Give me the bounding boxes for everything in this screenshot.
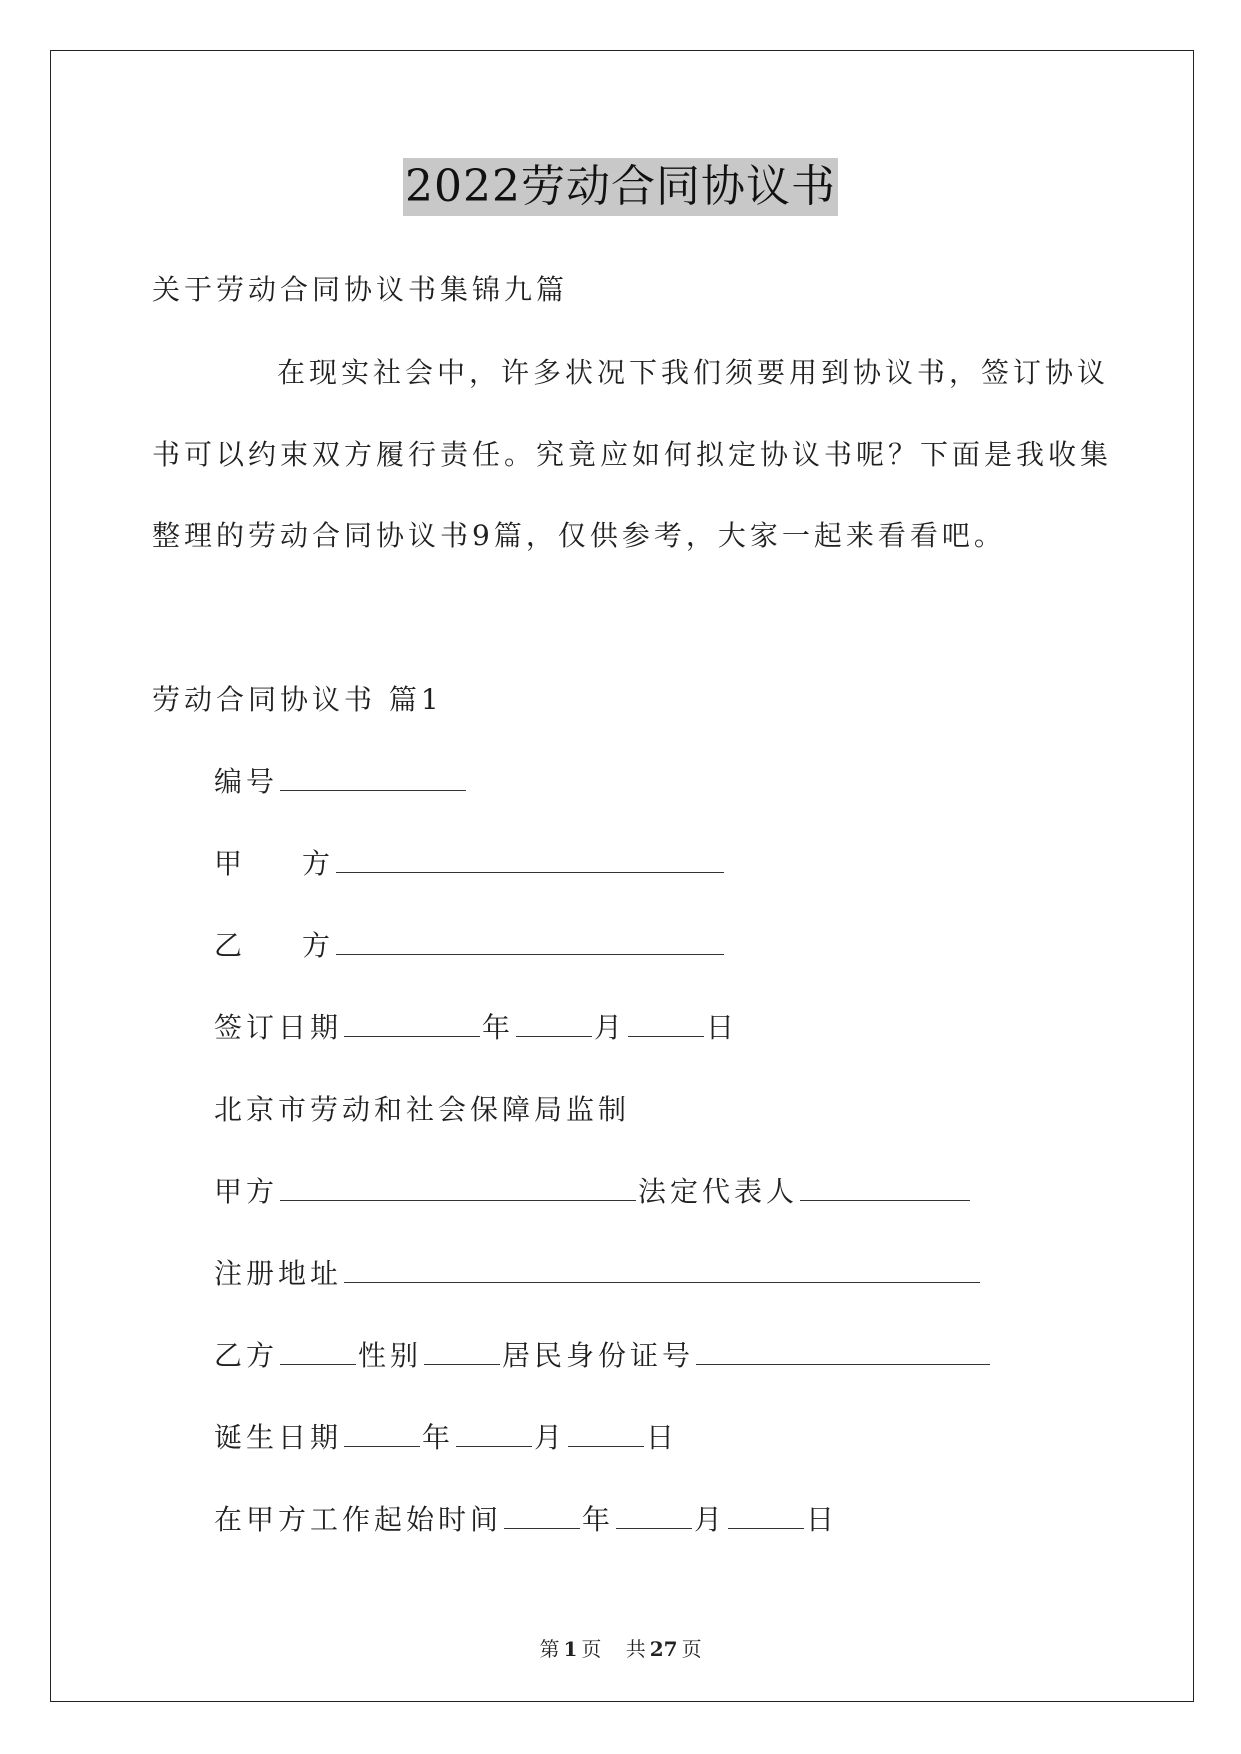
footer-total-suffix: 页	[681, 1637, 702, 1661]
page-footer	[0, 1637, 1241, 1661]
document-subtitle: 关于劳动合同协议书集锦九篇	[152, 273, 569, 306]
party-b-blank[interactable]	[336, 928, 724, 955]
work-start-field	[214, 1502, 838, 1538]
reg-address-field	[214, 1256, 982, 1292]
gender-label: 性别	[358, 1339, 423, 1372]
gender-blank[interactable]	[424, 1338, 500, 1365]
legal-rep-label: 法定代表人	[638, 1175, 799, 1208]
party-a-name-blank[interactable]	[280, 1174, 636, 1201]
party-b-field	[214, 928, 726, 964]
work-month-label: 月	[694, 1503, 727, 1536]
supervisor-text: 北京市劳动和社会保障局监制	[214, 1093, 631, 1126]
title-wrap	[0, 158, 1241, 216]
party-b-info-field	[214, 1338, 992, 1374]
birth-month-blank[interactable]	[456, 1420, 532, 1447]
birth-year-blank[interactable]	[344, 1420, 420, 1447]
party-b-short-label: 乙方	[214, 1339, 279, 1372]
work-year-blank[interactable]	[504, 1502, 580, 1529]
party-a-blank[interactable]	[336, 846, 724, 873]
party-a-field	[214, 846, 726, 882]
party-b-name-blank[interactable]	[280, 1338, 356, 1365]
footer-page-prefix: 第	[539, 1637, 560, 1661]
footer-page-num: 1	[563, 1637, 578, 1661]
party-a-label-1: 甲	[214, 847, 247, 880]
birth-day-label: 日	[646, 1421, 679, 1454]
number-label: 编号	[214, 765, 279, 798]
sign-year-blank[interactable]	[344, 1010, 480, 1037]
birth-year-label: 年	[422, 1421, 455, 1454]
party-a-rep-field	[214, 1174, 972, 1210]
number-blank[interactable]	[280, 764, 466, 791]
reg-address-label: 注册地址	[214, 1257, 343, 1290]
sign-year-label: 年	[482, 1011, 515, 1044]
work-day-label: 日	[806, 1503, 839, 1536]
number-field	[214, 764, 468, 800]
party-a-short-label: 甲方	[214, 1175, 279, 1208]
work-start-label: 在甲方工作起始时间	[214, 1503, 503, 1536]
id-number-blank[interactable]	[696, 1338, 990, 1365]
intro-line-1: 在现实社会中，许多状况下我们须要用到协议书，签订协议	[277, 356, 1110, 389]
reg-address-blank[interactable]	[344, 1256, 980, 1283]
section-heading: 劳动合同协议书 篇1	[152, 683, 443, 716]
party-b-label-2: 方	[302, 929, 335, 962]
intro-line-3: 整理的劳动合同协议书9篇，仅供参考，大家一起来看看吧。	[152, 519, 1006, 552]
footer-total-prefix: 共	[625, 1637, 646, 1661]
legal-rep-blank[interactable]	[800, 1174, 970, 1201]
footer-total-num: 27	[649, 1637, 678, 1661]
document-title: 2022劳动合同协议书	[403, 158, 838, 216]
footer-page-suffix: 页	[581, 1637, 602, 1661]
sign-date-label: 签订日期	[214, 1011, 343, 1044]
birth-month-label: 月	[534, 1421, 567, 1454]
sign-month-label: 月	[594, 1011, 627, 1044]
party-a-label-2: 方	[302, 847, 335, 880]
intro-line-2: 书可以约束双方履行责任。究竟应如何拟定协议书呢？下面是我收集	[152, 438, 1113, 471]
birth-day-blank[interactable]	[568, 1420, 644, 1447]
sign-day-label: 日	[706, 1011, 739, 1044]
sign-month-blank[interactable]	[516, 1010, 592, 1037]
sign-date-field	[214, 1010, 738, 1046]
work-day-blank[interactable]	[728, 1502, 804, 1529]
work-year-label: 年	[582, 1503, 615, 1536]
work-month-blank[interactable]	[616, 1502, 692, 1529]
sign-day-blank[interactable]	[628, 1010, 704, 1037]
id-number-label: 居民身份证号	[502, 1339, 695, 1372]
party-b-label-1: 乙	[214, 929, 247, 962]
birth-date-label: 诞生日期	[214, 1421, 343, 1454]
birth-date-field	[214, 1420, 678, 1456]
